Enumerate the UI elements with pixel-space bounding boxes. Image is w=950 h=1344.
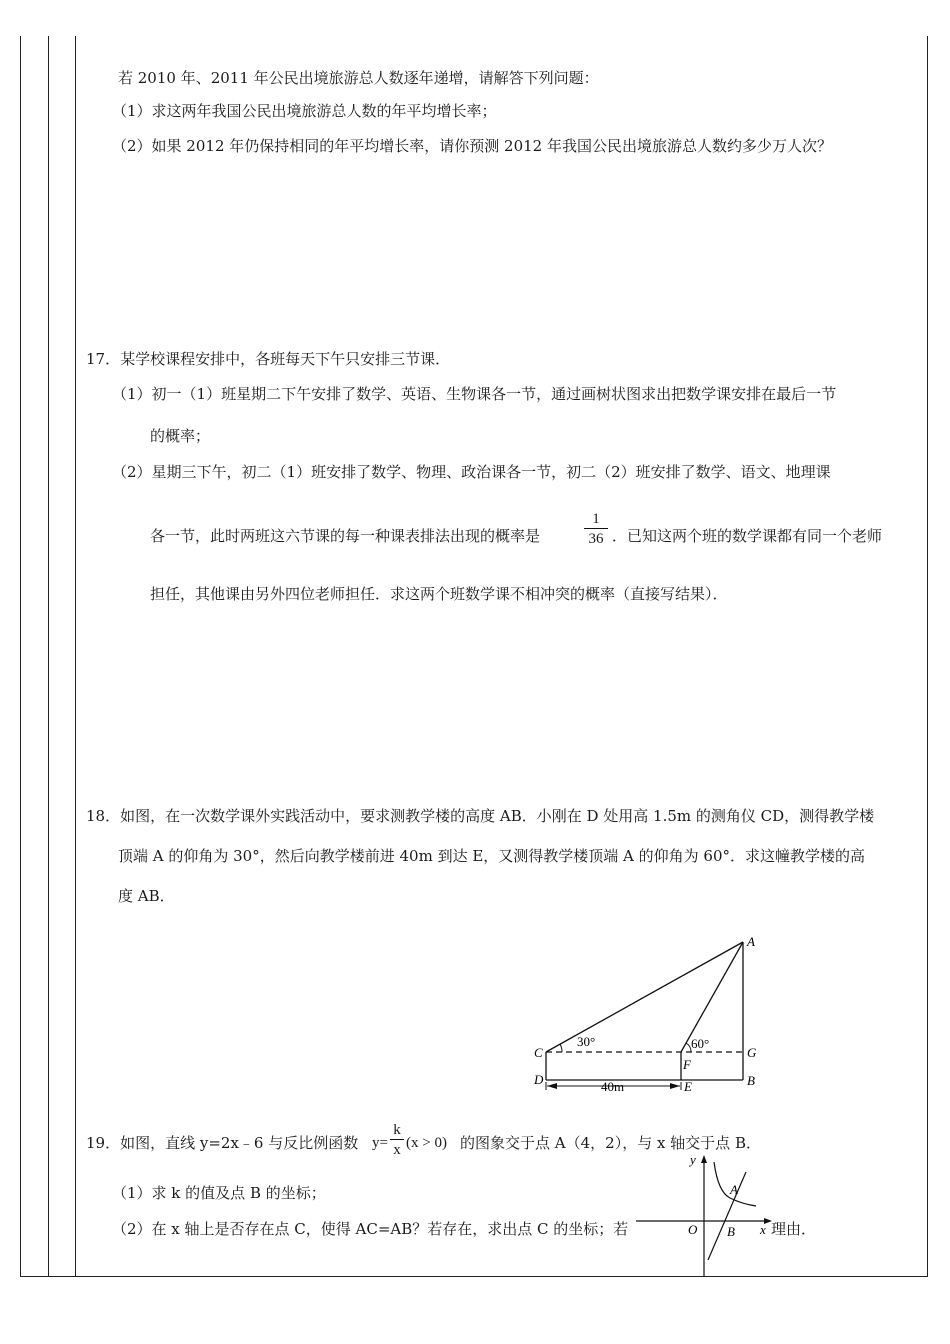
q17-sub1-b: 的概率； — [150, 427, 211, 445]
table-border-inner-1 — [48, 36, 49, 1276]
q19-sub2-b: 理由． — [771, 1220, 817, 1238]
angle-60-label: 60° — [691, 1036, 710, 1051]
q18-line2: 顶端 A 的仰角为 30°，然后向教学楼前进 40m 到达 E，又测得教学楼顶端 A 的仰角为 60°．求这幢教学楼的高 — [118, 847, 866, 865]
label-A: A — [747, 934, 755, 949]
fraction-numerator: 1 — [584, 510, 608, 529]
func-domain-condition: (x > 0) — [406, 1135, 447, 1151]
label-E: E — [684, 1079, 692, 1094]
table-border-left — [20, 36, 21, 1276]
point-B-label: B — [727, 1224, 735, 1239]
func-fraction-k-over-x — [390, 1121, 404, 1160]
q19-graph-figure — [636, 1148, 776, 1278]
label-G: G — [747, 1045, 757, 1060]
func-numerator-k: k — [390, 1121, 404, 1140]
origin-label: O — [688, 1222, 698, 1237]
q17-sub2-a: （2）星期三下午，初二（1）班安排了数学、物理、政治课各一节，初二（2）班安排了数学、语文、地理课 — [112, 463, 831, 481]
axis-y-label: y — [690, 1152, 696, 1167]
label-C: C — [534, 1045, 543, 1060]
q18-building-figure — [525, 928, 785, 1098]
func-y-label: y= — [372, 1135, 388, 1151]
label-D: D — [534, 1072, 544, 1087]
q17-sub2-b2: ．已知这两个班的数学课都有同一个老师 — [612, 527, 883, 545]
table-border-inner-2 — [75, 36, 76, 1276]
q16-sub1: （1）求这两年我国公民出境旅游总人数的年平均增长率； — [112, 102, 497, 120]
q17-sub2-c: 担任，其他课由另外四位老师担任．求这两个班数学课不相冲突的概率（直接写结果）． — [150, 585, 728, 603]
q17-stem: 17．某学校课程安排中，各班每天下午只安排三节课． — [86, 350, 451, 368]
q17-sub1-a: （1）初一（1）班星期二下午安排了数学、英语、生物课各一节，通过画树状图求出把数学课安排在最后一节 — [112, 385, 837, 403]
label-B: B — [747, 1073, 755, 1088]
q19-sub2-a: （2）在 x 轴上是否存在点 C，使得 AC=AB？若存在，求出点 C 的坐标；若 — [112, 1220, 629, 1238]
distance-40m-label: 40m — [601, 1079, 625, 1094]
q16-sub2: （2）如果 2012 年仍保持相同的年平均增长率，请你预测 2012 年我国公民出境旅游总人数约多少万人次？ — [112, 137, 832, 155]
table-border-bottom — [20, 1276, 928, 1277]
q18-line1: 18．如图，在一次数学课外实践活动中，要求测教学楼的高度 AB．小刚在 D 处用高 1.5m 的测角仪 CD，测得教学楼 — [86, 807, 875, 825]
label-F: F — [683, 1057, 691, 1072]
q18-line3: 度 AB． — [118, 887, 175, 905]
func-denominator-x: x — [393, 1142, 401, 1158]
fraction-denominator: 36 — [588, 531, 604, 547]
table-border-right — [927, 36, 928, 1276]
q19-line1-a: 19．如图，直线 y=2x﹣6 与反比例函数 — [86, 1134, 359, 1152]
point-A-label: A — [730, 1182, 738, 1197]
axis-x-label: x — [760, 1222, 766, 1237]
q19-line1-b: 的图象交于点 A（4，2），与 x 轴交于点 B． — [460, 1134, 761, 1152]
q16-line1: 若 2010 年、2011 年公民出境旅游总人数逐年递增，请解答下列问题： — [118, 69, 599, 87]
q17-sub2-b1: 各一节，此时两班这六节课的每一种课表排法出现的概率是 — [150, 527, 541, 545]
probability-fraction — [584, 510, 608, 549]
q19-sub1: （1）求 k 的值及点 B 的坐标； — [112, 1184, 326, 1202]
angle-30-label: 30° — [577, 1034, 596, 1049]
